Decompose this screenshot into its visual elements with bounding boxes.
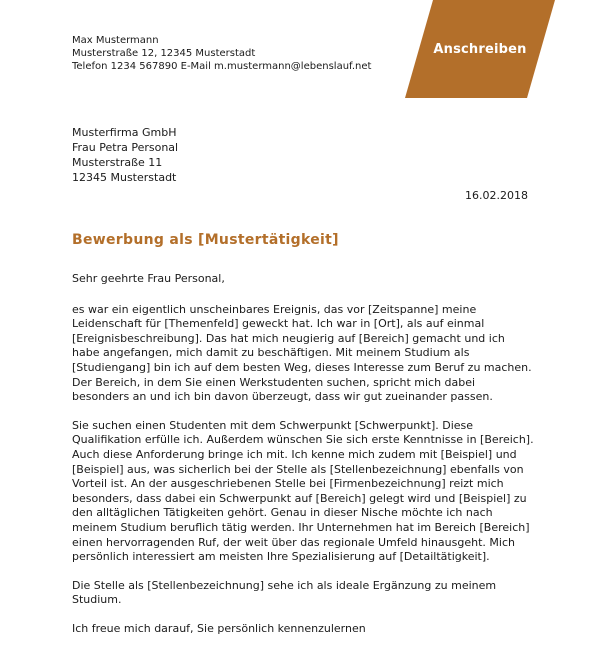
salutation: Sehr geehrte Frau Personal, bbox=[72, 272, 225, 285]
sender-name: Max Mustermann bbox=[72, 35, 159, 46]
recipient-person: Frau Petra Personal bbox=[72, 141, 179, 154]
document-type-banner bbox=[405, 0, 555, 98]
recipient-city: 12345 Musterstadt bbox=[72, 171, 177, 184]
sender-address: Musterstraße 12, 12345 Musterstadt bbox=[72, 48, 256, 59]
recipient-street: Musterstraße 11 bbox=[72, 156, 163, 169]
letter-subject: Bewerbung als [Mustertätigkeit] bbox=[72, 232, 339, 248]
paragraph-4: Ich freue mich darauf, Sie persönlich kennenzulernen bbox=[72, 621, 366, 635]
letter-date: 16.02.2018 bbox=[465, 189, 528, 202]
paragraph-3: Die Stelle als [Stellenbezeichnung] sehe ich als ideale Ergänzung zu meinem Studium. bbox=[72, 578, 497, 607]
banner-label: Anschreiben bbox=[433, 41, 527, 57]
sender-block bbox=[72, 34, 371, 73]
recipient-company: Musterfirma GmbH bbox=[72, 126, 177, 139]
paragraph-1: es war ein eigentlich unscheinbares Ereignis, das vor [Zeitspanne] meine Leidenschaft für [Themenfeld] geweckt hat. Ich war in [Ort], als auf einmal [Ereignisbeschreibung]. Das hat mich neugierig auf [Bereich] gemacht und ich habe angefangen, mich damit zu beschäftigen. Mit meinem Studium als [Studiengang] bin ich auf dem besten Weg, dieses Interesse zum Beruf zu machen. Der Bereich, in dem Sie einen Werkstudenten suchen, spricht mich dabei besonders an und ich bin davon überzeugt, dass wir gut zueinander passen. bbox=[72, 302, 532, 404]
recipient-block bbox=[72, 125, 178, 185]
letter-body bbox=[72, 272, 534, 650]
paragraph-2: Sie suchen einen Studenten mit dem Schwerpunkt [Schwerpunkt]. Diese Qualifikation erfülle ich. Außerdem wünschen Sie sich erste Kenntnisse in [Bereich]. Auch diese Anforderung bringe ich mit. Ich kenne mich zudem mit [Beispiel] und [Beispiel] aus, was sicherlich bei der Stelle als [Stellenbezeichnung] ebenfalls von Vorteil ist. An der ausgeschriebenen Stelle bei [Firmenbezeichnung] reizt mich besonders, dass dabei ein Schwerpunkt auf [Bereich] gelegt wird und [Beispiel] zu den alltäglichen Tätigkeiten gehört. Genau in dieser Nische möchte ich nach meinem Studium beruflich tätig werden. Ihr Unternehmen hat im Bereich [Bereich] einen hervorragenden Ruf, der weit über das regionale Umfeld hinausgeht. Mich persönlich interessiert am meisten Ihre Spezialisierung auf [Detailtätigkeit]. bbox=[72, 418, 534, 564]
sender-contact: Telefon 1234 567890 E-Mail m.mustermann@lebenslauf.net bbox=[72, 61, 372, 72]
